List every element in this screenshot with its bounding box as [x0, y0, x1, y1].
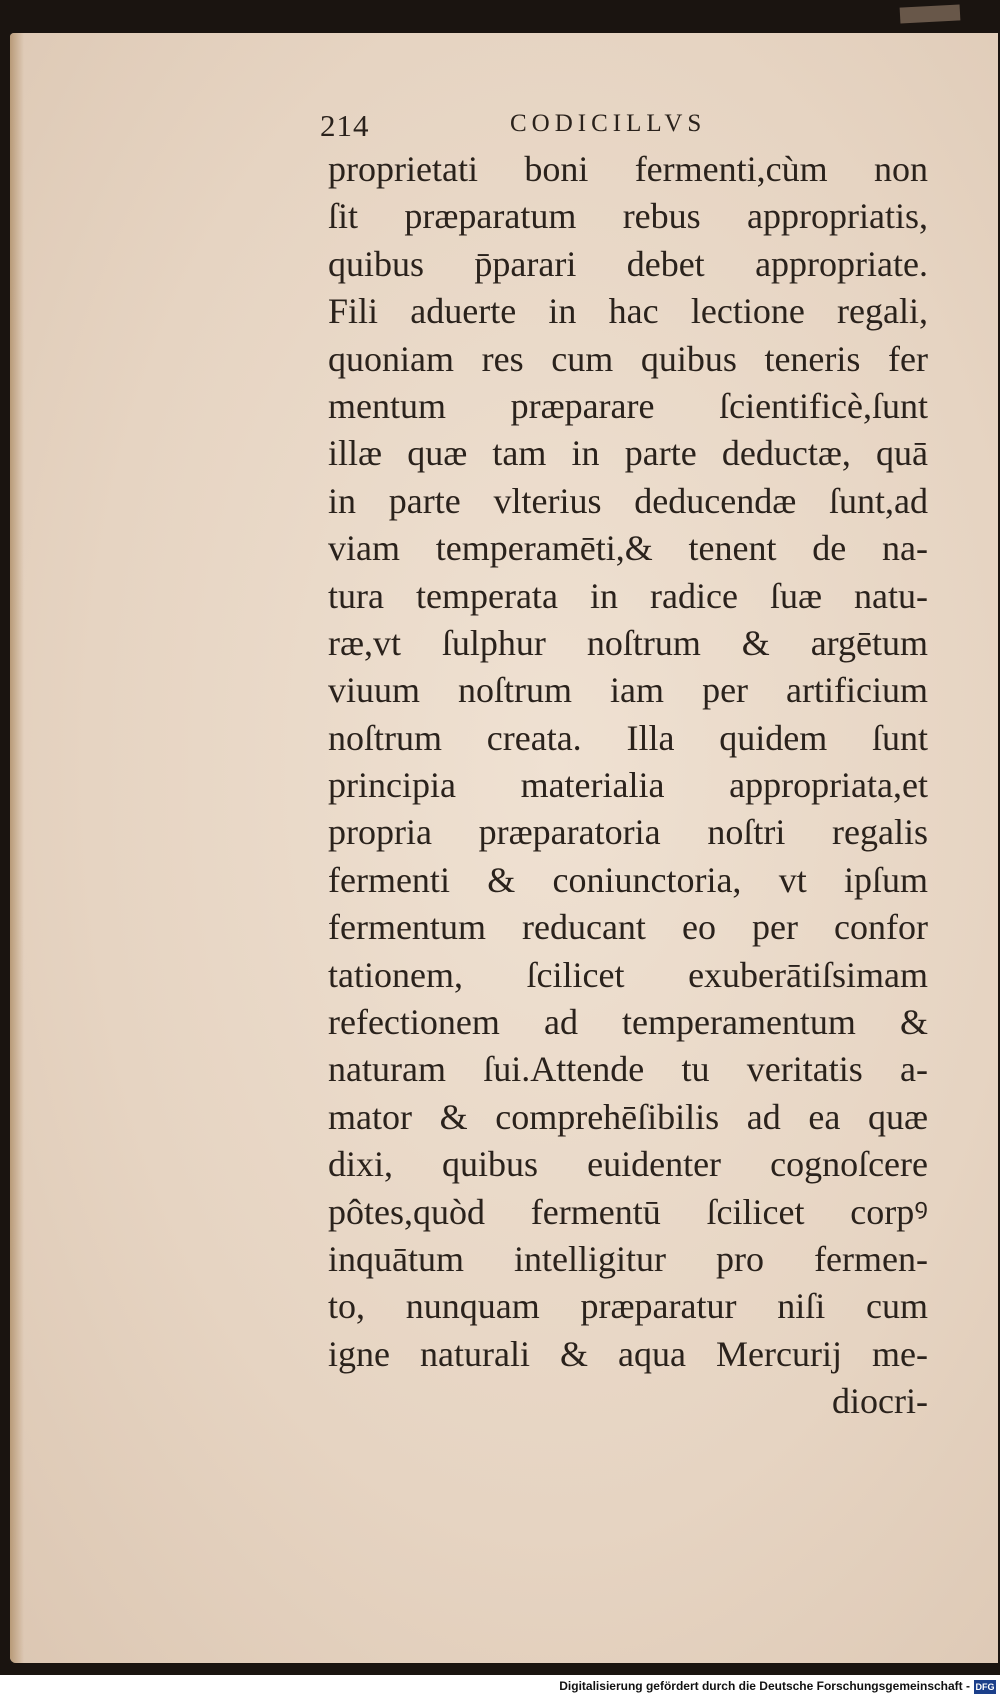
text-line: fermentum reducant eo per confor	[328, 907, 928, 948]
text-line: in parte vlterius deducendæ ſunt,ad	[328, 480, 928, 521]
page-corner	[900, 4, 961, 23]
text-line: propria præparatoria noſtri regalis	[328, 812, 928, 853]
text-line: tationem, ſcilicet exuberātiſsimam	[328, 954, 928, 995]
page-number: 214	[320, 108, 370, 143]
funding-credit: Digitalisierung gefördert durch die Deutsche Forschungsgemeinschaft -	[559, 1679, 970, 1693]
text-line: refectionem ad temperamentum &	[328, 1002, 928, 1043]
text-line: inquātum intelligitur pro fermen-	[328, 1238, 928, 1279]
page-edge-shadow	[10, 33, 24, 1663]
text-line: dixi, quibus euidenter cognoſcere	[328, 1144, 928, 1185]
text-line: proprietati boni fermenti,cùm non	[328, 149, 928, 189]
running-title: CODICILLVS	[510, 110, 707, 137]
text-line: Fili aduerte in hac lectione regali,	[328, 291, 928, 332]
text-line: illæ quæ tam in parte deductæ, quā	[328, 433, 928, 474]
text-line: fermenti & coniunctoria, vt ipſum	[328, 859, 928, 900]
text-line: tura temperata in radice ſuæ natu-	[328, 575, 928, 616]
text-line: pôtes,quòd fermentū ſcilicet corpꝰ	[328, 1191, 928, 1232]
text-line: ræ,vt ſulphur noſtrum & argētum	[328, 622, 928, 663]
footer-bar	[0, 1675, 1000, 1701]
text-line: ſit præparatum rebus appropriatis,	[328, 196, 928, 237]
text-line: mentum præparare ſcientificè,ſunt	[328, 385, 928, 426]
text-line: naturam ſui.Attende tu veritatis a-	[328, 1049, 928, 1090]
running-head	[320, 108, 780, 148]
text-line: to, nunquam præparatur niſi cum	[328, 1286, 928, 1327]
dfg-logo: DFG	[975, 1682, 995, 1692]
text-line: principia materialia appropriata,et	[328, 765, 928, 806]
text-line: igne naturali & aqua Mercurij me-	[328, 1333, 928, 1374]
catchword: diocri-	[832, 1381, 928, 1422]
text-line: quoniam res cum quibus teneris fer	[328, 338, 928, 379]
text-line: mator & comprehēſibilis ad ea quæ	[328, 1096, 928, 1137]
text-line: noſtrum creata. Illa quidem ſunt	[328, 717, 928, 758]
text-line: viam temperamēti,& tenent de na-	[328, 528, 928, 569]
text-line: viuum noſtrum iam per artificium	[328, 670, 928, 711]
text-line: quibus p̄parari debet appropriate.	[328, 243, 928, 284]
body-text	[328, 146, 938, 1426]
